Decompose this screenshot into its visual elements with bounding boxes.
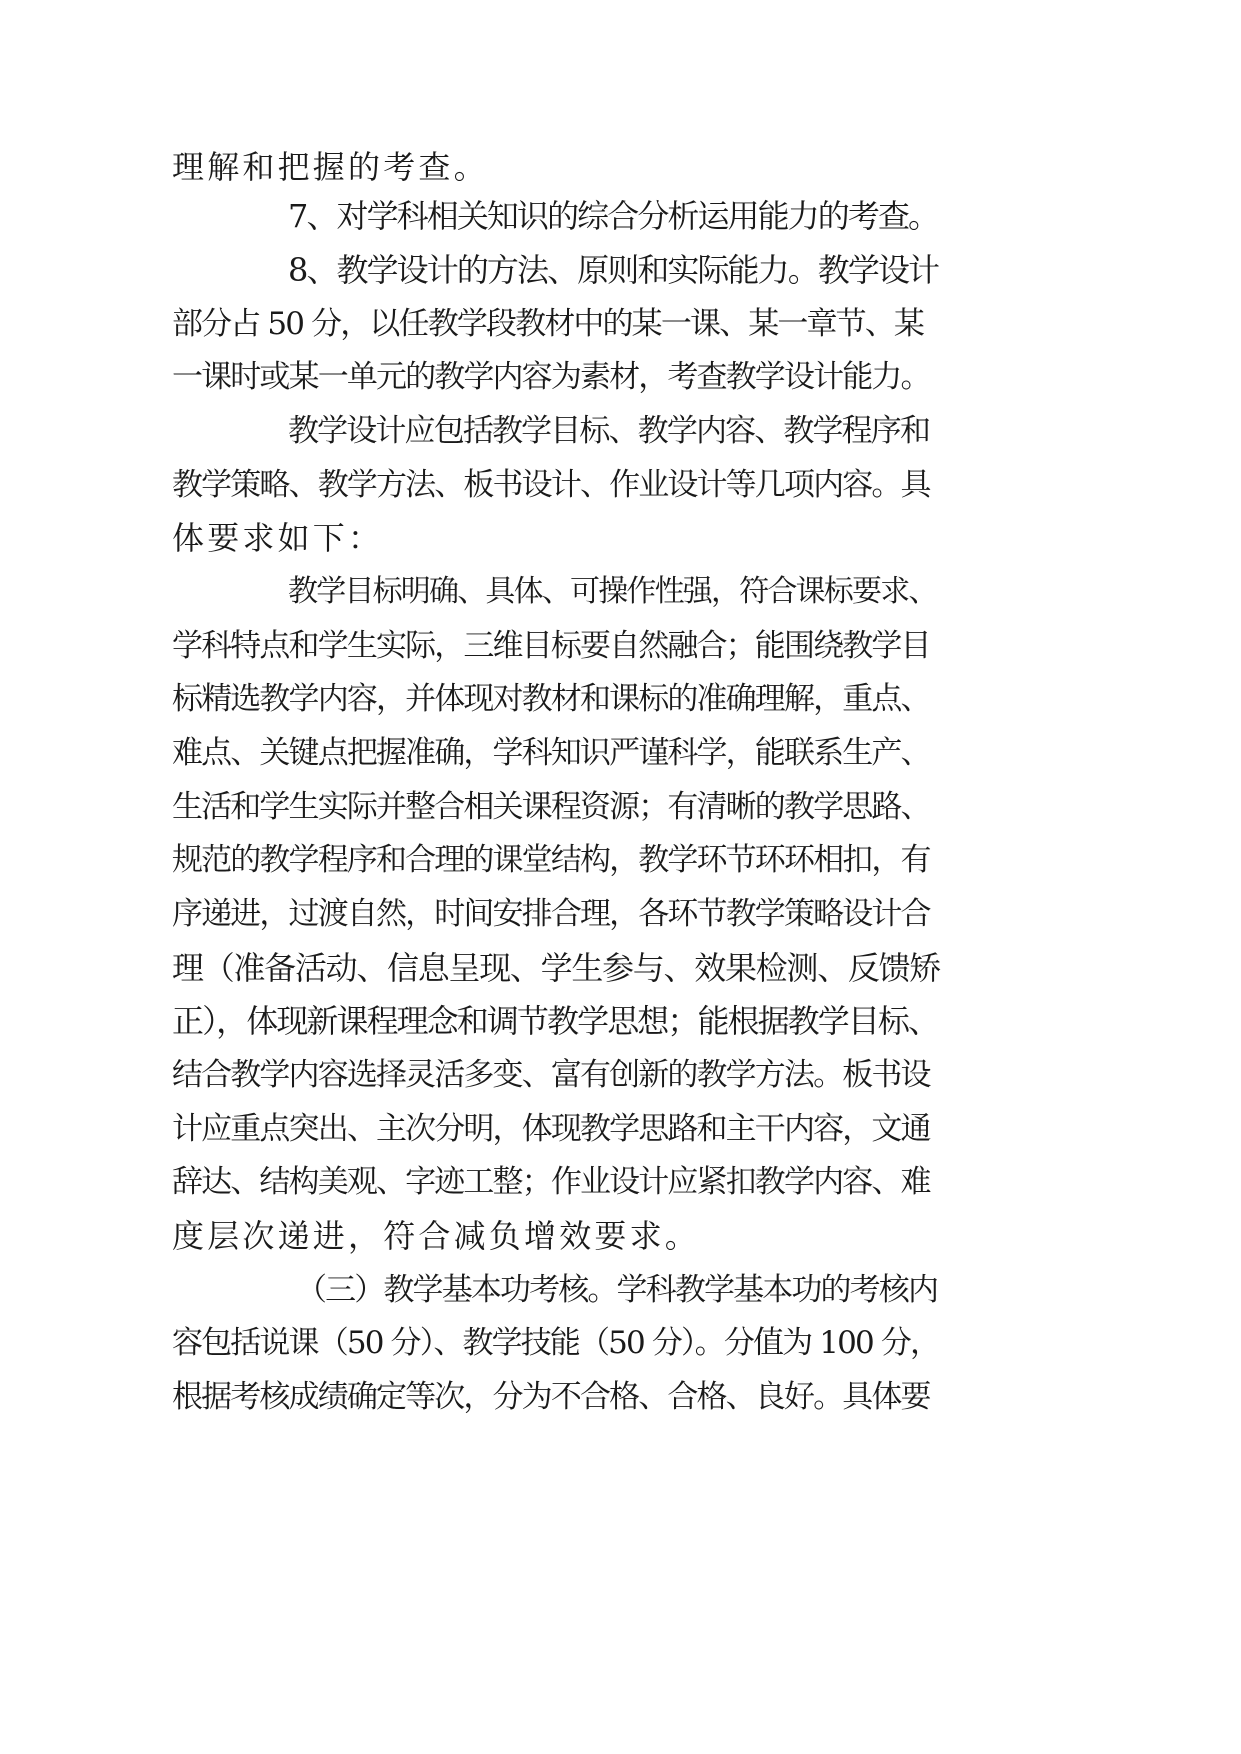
- text-line: 理（准备活动、信息呈现、学生参与、效果检测、反馈矫: [172, 949, 941, 987]
- text-line: 生活和学生实际并整合相关课程资源；有清晰的教学思路、: [172, 789, 930, 825]
- text-line: 7、对学科相关知识的综合分析运用能力的考查。: [288, 197, 939, 235]
- text-line: 正），体现新课程理念和调节教学思想；能根据教学目标、: [172, 1002, 939, 1040]
- text-line: 容包括说课（50 分）、教学技能（50 分）。分值为 100 分，: [172, 1325, 940, 1361]
- text-line: 标精选教学内容，并体现对教材和课标的准确理解，重点、: [172, 681, 930, 717]
- text-line: 辞达、结构美观、字迹工整；作业设计应紧扣教学内容、难: [172, 1164, 930, 1200]
- text-line: 度层次递进，符合减负增效要求。: [172, 1217, 701, 1255]
- text-line: 部分占 50 分，以任教学段教材中的某一课、某一章节、某: [172, 306, 924, 342]
- text-line: 理解和把握的考查。: [172, 148, 489, 186]
- text-line: 规范的教学程序和合理的课堂结构，教学环节环环相扣，有: [172, 842, 930, 878]
- text-line: （三）教学基本功考核。学科教学基本功的考核内: [296, 1272, 938, 1308]
- text-line: 教学设计应包括教学目标、教学内容、教学程序和: [288, 413, 930, 449]
- text-line: 难点、关键点把握准确，学科知识严谨科学，能联系生产、: [172, 735, 930, 771]
- text-line: 教学目标明确、具体、可操作性强，符合课标要求、: [288, 574, 937, 609]
- text-line: 体要求如下：: [172, 519, 384, 557]
- text-line: 结合教学内容选择灵活多变、富有创新的教学方法。板书设: [172, 1057, 930, 1093]
- text-line: 学科特点和学生实际，三维目标要自然融合；能围绕教学目: [172, 628, 930, 664]
- text-line: 序递进，过渡自然，时间安排合理，各环节教学策略设计合: [172, 896, 930, 932]
- text-line: 计应重点突出、主次分明，体现教学思路和主干内容，文通: [172, 1111, 930, 1147]
- text-line: 一课时或某一单元的教学内容为素材，考查教学设计能力。: [172, 359, 930, 395]
- text-line: 教学策略、教学方法、板书设计、作业设计等几项内容。具: [172, 467, 930, 503]
- text-line: 8、教学设计的方法、原则和实际能力。教学设计: [288, 251, 939, 289]
- text-line: 根据考核成绩确定等次，分为不合格、合格、良好。具体要: [172, 1379, 930, 1415]
